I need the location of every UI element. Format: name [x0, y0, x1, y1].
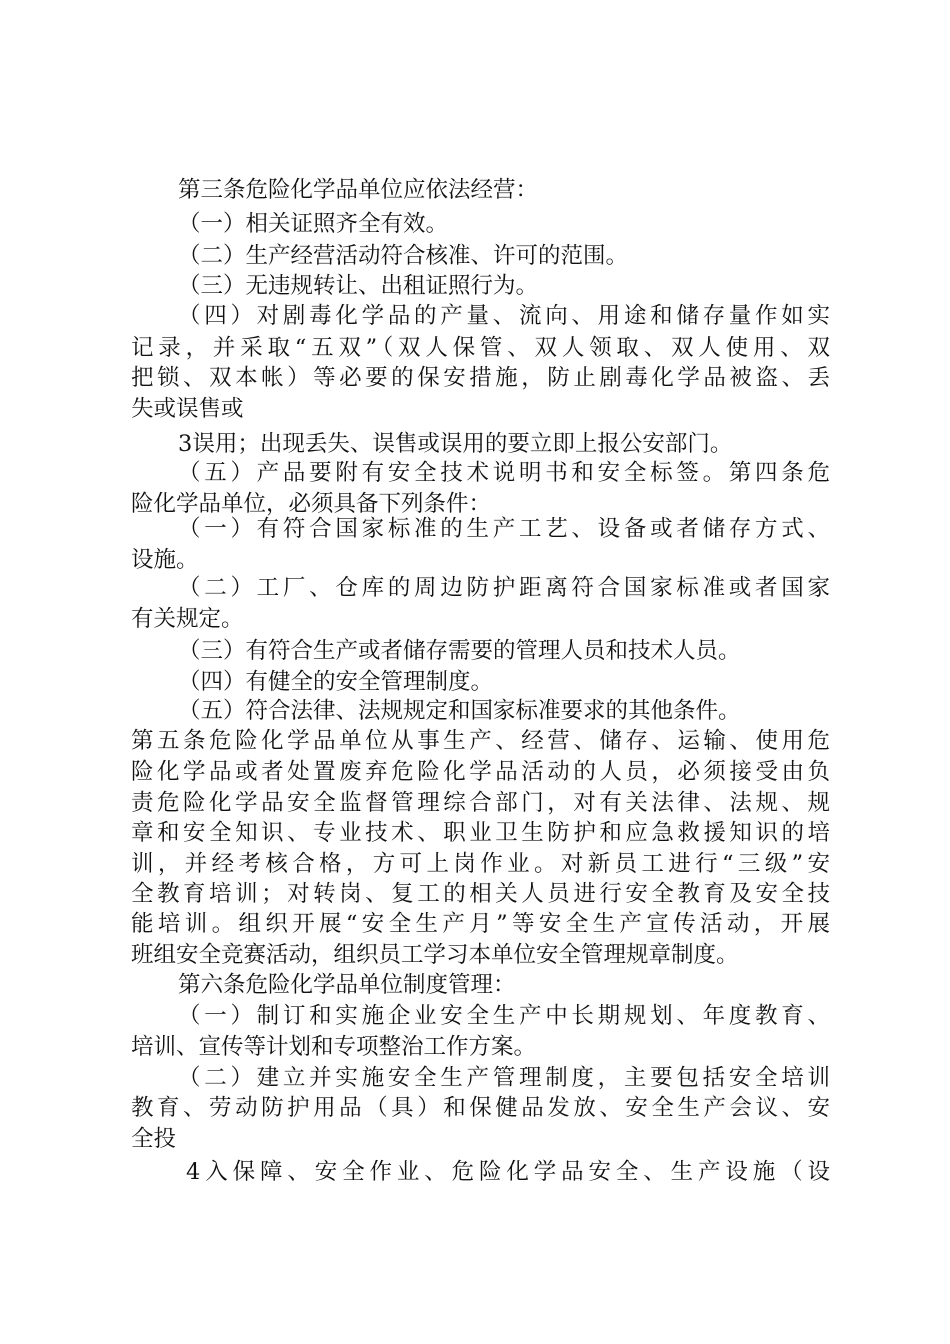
- text-line: 培训、宣传等计划和专项整治工作方案。: [131, 1034, 537, 1060]
- text-line: （二）生产经营活动符合核准、许可的范围。: [178, 243, 629, 269]
- text-line: 班组安全竞赛活动，组织员工学习本单位安全管理规章制度。: [131, 942, 739, 968]
- text-line: （一）制订和实施企业安全生产中长期规划、年度教育、: [178, 1003, 830, 1029]
- text-line: 第三条危险化学品单位应依法经营：: [178, 177, 539, 203]
- text-line: 3误用；出现丢失、误售或误用的要立即上报公安部门。: [178, 431, 733, 457]
- text-line: 失或误售或: [131, 396, 244, 422]
- text-line: （四）有健全的安全管理制度。: [178, 669, 494, 695]
- text-line: 全教育培训；对转岗、复工的相关人员进行安全教育及安全技: [131, 881, 830, 907]
- text-line: 能培训。组织开展“安全生产月”等安全生产宣传活动，开展: [131, 911, 830, 937]
- text-line: 记录，并采取“五双”（双人保管、双人领取、双人使用、双: [131, 335, 830, 361]
- text-line: （一）有符合国家标准的生产工艺、设备或者储存方式、: [178, 516, 830, 542]
- text-line: 有关规定。: [131, 606, 244, 632]
- text-line: （一）相关证照齐全有效。: [178, 211, 449, 237]
- text-line: （二）建立并实施安全生产管理制度，主要包括安全培训: [178, 1065, 830, 1091]
- text-line: 训，并经考核合格，方可上岗作业。对新员工进行“三级”安: [131, 851, 830, 877]
- text-line: 全投: [131, 1126, 177, 1152]
- text-line: 第五条危险化学品单位从事生产、经营、储存、运输、使用危: [131, 728, 830, 754]
- text-line: （三）有符合生产或者储存需要的管理人员和技术人员。: [178, 638, 741, 664]
- text-line: 把锁、双本帐）等必要的保安措施，防止剧毒化学品被盗、丢: [131, 365, 830, 391]
- text-line: 教育、劳动防护用品（具）和保健品发放、安全生产会议、安: [131, 1095, 830, 1121]
- text-line: 险化学品单位，必须具备下列条件：: [131, 491, 492, 517]
- text-line: 第六条危险化学品单位制度管理：: [178, 972, 516, 998]
- text-line: （五）产品要附有安全技术说明书和安全标签。第四条危: [178, 460, 830, 486]
- text-line: 险化学品或者处置废弃危险化学品活动的人员，必须接受由负: [131, 759, 830, 785]
- text-line: 章和安全知识、专业技术、职业卫生防护和应急救援知识的培: [131, 820, 830, 846]
- text-line: 设施。: [131, 547, 199, 573]
- text-line: 责危险化学品安全监督管理综合部门，对有关法律、法规、规: [131, 790, 830, 816]
- text-line: （三）无违规转让、出租证照行为。: [178, 273, 539, 299]
- text-line: 4入保障、安全作业、危险化学品安全、生产设施（设: [186, 1159, 830, 1185]
- text-line: （四）对剧毒化学品的产量、流向、用途和储存量作如实: [178, 303, 830, 329]
- text-line: （二）工厂、仓库的周边防护距离符合国家标准或者国家: [178, 575, 830, 601]
- text-line: （五）符合法律、法规规定和国家标准要求的其他条件。: [178, 698, 741, 724]
